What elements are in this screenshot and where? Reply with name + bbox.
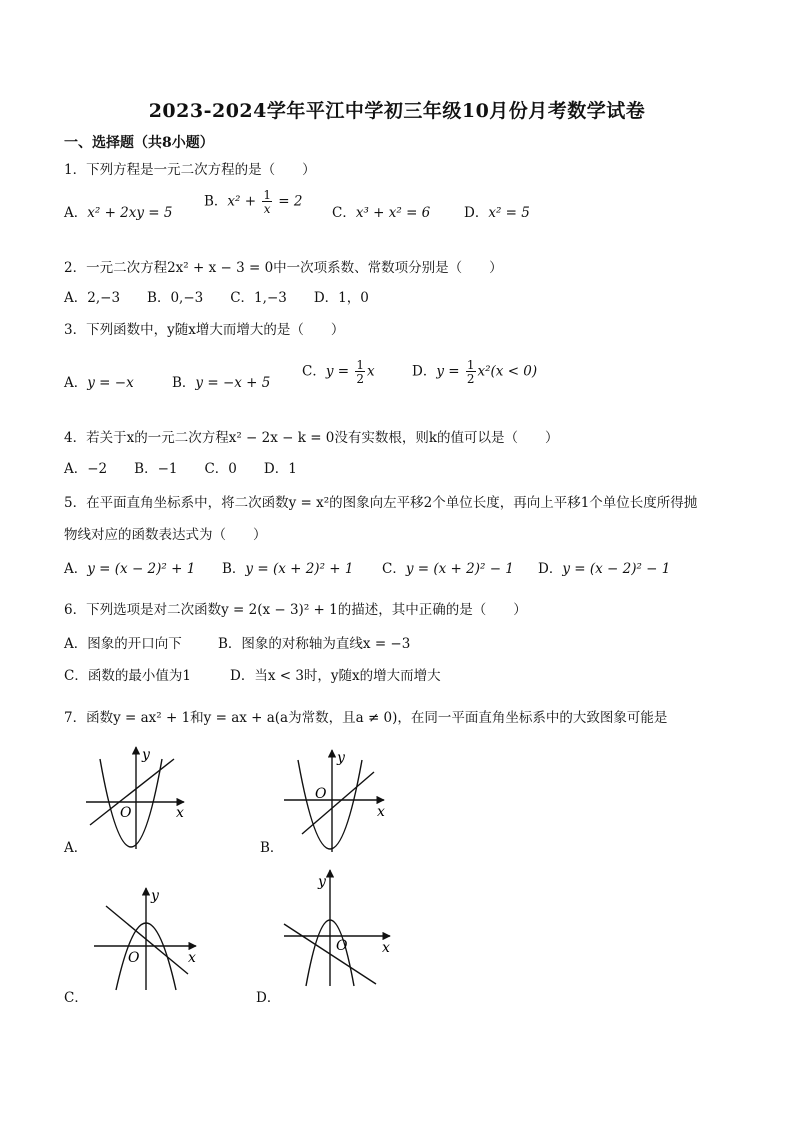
line	[90, 759, 174, 825]
q6-option-d: D．当x < 3时，y随x的增大而增大	[230, 668, 441, 684]
x-axis-label: x	[382, 940, 390, 956]
q7-label-a: A．	[64, 840, 88, 856]
parabola	[100, 759, 162, 847]
q7-graph-a	[84, 745, 194, 855]
q3-option-b: B．y = −x + 5	[172, 375, 271, 391]
question-2-stem: 2．一元二次方程2x² + x − 3 = 0中一次项系数、常数项分别是（ ）	[64, 260, 503, 276]
question-3-stem: 3．下列函数中，y随x增大而增大的是（ ）	[64, 322, 345, 338]
y-axis-label: y	[142, 747, 150, 763]
question-7-stem: 7．函数y = ax² + 1和y = ax + a(a为常数，且a ≠ 0)，在同一平面直角坐标系中的大致图象可能是	[64, 710, 668, 726]
origin-label: O	[315, 786, 327, 802]
question-2-options: A．2,−3 B．0,−3 C．1,−3 D．1，0	[64, 290, 369, 306]
parabola	[298, 760, 362, 849]
question-4-options: A．−2 B．−1 C．0 D．1	[64, 461, 297, 477]
q1-option-a: A．x² + 2xy = 5	[64, 205, 173, 221]
section-heading: 一、选择题（共8小题）	[64, 135, 214, 151]
origin-label: O	[120, 805, 132, 821]
y-axis-label: y	[337, 750, 345, 766]
q5-option-c: C．y = (x + 2)² − 1	[382, 561, 514, 577]
q1-option-b: B．x² + $\frac{1}{x}$ = 2	[204, 188, 303, 216]
x-axis-label: x	[176, 805, 184, 821]
q7-label-c: C．	[64, 990, 88, 1006]
q6-option-b: B．图象的对称轴为直线x = −3	[218, 636, 411, 652]
x-axis-label: x	[188, 950, 196, 966]
page-title: 2023-2024学年平江中学初三年级10月份月考数学试卷	[148, 100, 646, 122]
origin-label: O	[128, 950, 140, 966]
q5-option-b: B．y = (x + 2)² + 1	[222, 561, 354, 577]
q7-graph-d	[282, 868, 398, 990]
question-4-stem: 4．若关于x的一元二次方程x² − 2x − k = 0没有实数根，则k的值可以是（ ）	[64, 430, 559, 446]
q3-option-a: A．y = −x	[64, 375, 134, 391]
q7-label-b: B．	[260, 840, 284, 856]
question-5-stem-line1: 5．在平面直角坐标系中，将二次函数y = x²的图象向左平移2个单位长度，再向上平移1个单位长度所得抛	[64, 495, 698, 511]
q5-option-a: A．y = (x − 2)² + 1	[64, 561, 196, 577]
line	[302, 772, 374, 834]
q3-option-d: D．y = $\frac{1}{2}$ x²(x < 0)	[412, 358, 538, 386]
question-1-stem: 1．下列方程是一元二次方程的是（ ）	[64, 162, 316, 178]
q6-option-c: C．函数的最小值为1	[64, 668, 191, 684]
origin-label: O	[336, 938, 348, 954]
q1-option-d: D．x² = 5	[464, 205, 530, 221]
q7-label-d: D．	[256, 990, 281, 1006]
q6-option-a: A．图象的开口向下	[64, 636, 182, 652]
question-6-stem: 6．下列选项是对二次函数y = 2(x − 3)² + 1的描述，其中正确的是（ ）	[64, 602, 527, 618]
question-5-stem-line2: 物线对应的函数表达式为（ ）	[64, 527, 267, 543]
q7-graph-c	[92, 886, 204, 994]
y-axis-label: y	[151, 888, 159, 904]
q3-option-c: C．y = $\frac{1}{2}$ x	[302, 358, 375, 386]
q1-option-c: C．x³ + x² = 6	[332, 205, 431, 221]
q7-graph-b	[282, 748, 392, 858]
y-axis-label: y	[318, 874, 326, 890]
q5-option-d: D．y = (x − 2)² − 1	[538, 561, 671, 577]
x-axis-label: x	[377, 804, 385, 820]
line	[106, 906, 188, 974]
